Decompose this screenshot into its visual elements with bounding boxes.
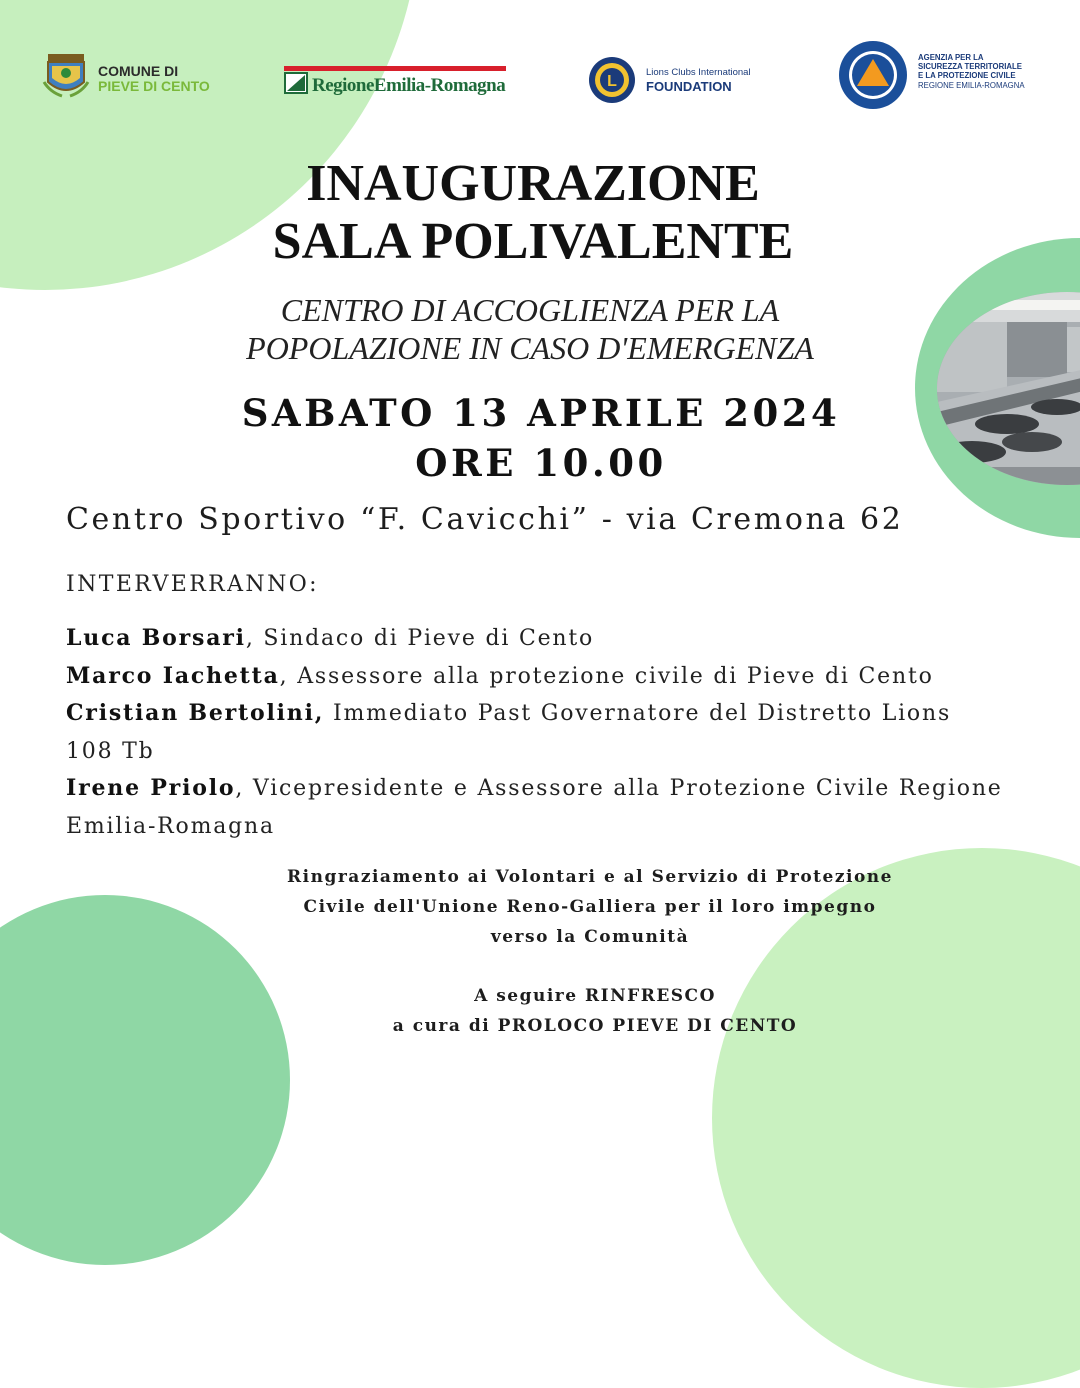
title-line2: SALA POLIVALENTE: [272, 213, 794, 270]
proloco-prefix: a cura di: [392, 1016, 498, 1036]
comune-line2: PIEVE DI CENTO: [98, 78, 210, 94]
event-time: ORE 10.00: [415, 441, 667, 485]
refreshment-prefix: A seguire: [474, 986, 585, 1006]
refreshment-line1: [205, 981, 985, 1011]
lions-emblem-icon: [588, 56, 636, 104]
regione-red-bar: [284, 66, 506, 71]
proloco-name: PROLOCO PIEVE DI CENTO: [497, 1016, 798, 1036]
refreshment-highlight: RINFRESCO: [585, 986, 716, 1006]
agenzia-protezione-civile-logo: [838, 40, 1038, 110]
thanks-line1: Ringraziamento ai Volontari e al Servizio di Protezione: [287, 867, 893, 887]
speaker-role: Immediato Past Governatore del Distretto Lions 108 Tb: [66, 701, 952, 764]
subtitle-line2: POPOLAZIONE IN CASO D'EMERGENZA: [246, 330, 814, 366]
speaker-name: Irene Priolo: [66, 775, 236, 801]
speaker-role: , Assessore alla protezione civile di Pieve di Cento: [279, 663, 934, 689]
agenzia-line4: REGIONE EMILIA-ROMAGNA: [918, 81, 1025, 90]
speakers-list: [66, 620, 1066, 845]
speakers-heading: INTERVERRANNO:: [66, 572, 319, 597]
lions-line2: FOUNDATION: [646, 79, 732, 94]
regione-flag-icon: [284, 72, 308, 96]
refreshment-line2: [205, 1011, 985, 1041]
event-location: Centro Sportivo “F. Cavicchi” - via Cremona 62: [66, 502, 904, 537]
agenzia-line3: E LA PROTEZIONE CIVILE: [918, 71, 1016, 80]
regione-emilia-romagna-logo: [284, 66, 506, 100]
regione-name: RegioneEmilia-Romagna: [312, 75, 506, 96]
thanks-line3: verso la Comunità: [490, 927, 690, 947]
thanks-line2: Civile dell'Unione Reno-Galliera per il loro impegno: [303, 897, 877, 917]
lions-line1: Lions Clubs International: [646, 67, 751, 78]
speaker-name: Cristian Bertolini,: [66, 700, 325, 726]
comune-pieve-di-cento-logo: [42, 52, 232, 102]
agenzia-line1: AGENZIA PER LA: [918, 53, 984, 62]
subtitle-line1: CENTRO DI ACCOGLIENZA PER LA: [280, 292, 780, 328]
svg-text:L: L: [607, 73, 617, 90]
lions-clubs-foundation-logo: [588, 56, 758, 102]
title-line1: INAUGURAZIONE: [306, 155, 760, 212]
crest-icon: [42, 52, 90, 100]
protezione-civile-emblem-icon: [838, 40, 908, 110]
speaker-role: , Vicepresidente e Assessore alla Protezione Civile Regione Emilia-Romagna: [66, 776, 1003, 839]
event-date: SABATO 13 APRILE 2024: [241, 391, 841, 435]
speaker-name: Marco Iachetta: [66, 662, 280, 689]
agenzia-line2: SICUREZZA TERRITORIALE: [918, 62, 1022, 71]
comune-line1: COMUNE DI: [98, 63, 179, 79]
speaker-name: Luca Borsari: [66, 625, 246, 651]
speaker-item: [66, 695, 996, 770]
speaker-item: [66, 770, 1006, 845]
speaker-item: [66, 658, 1066, 696]
speaker-item: [66, 620, 1066, 658]
speaker-role: , Sindaco di Pieve di Cento: [245, 626, 595, 651]
